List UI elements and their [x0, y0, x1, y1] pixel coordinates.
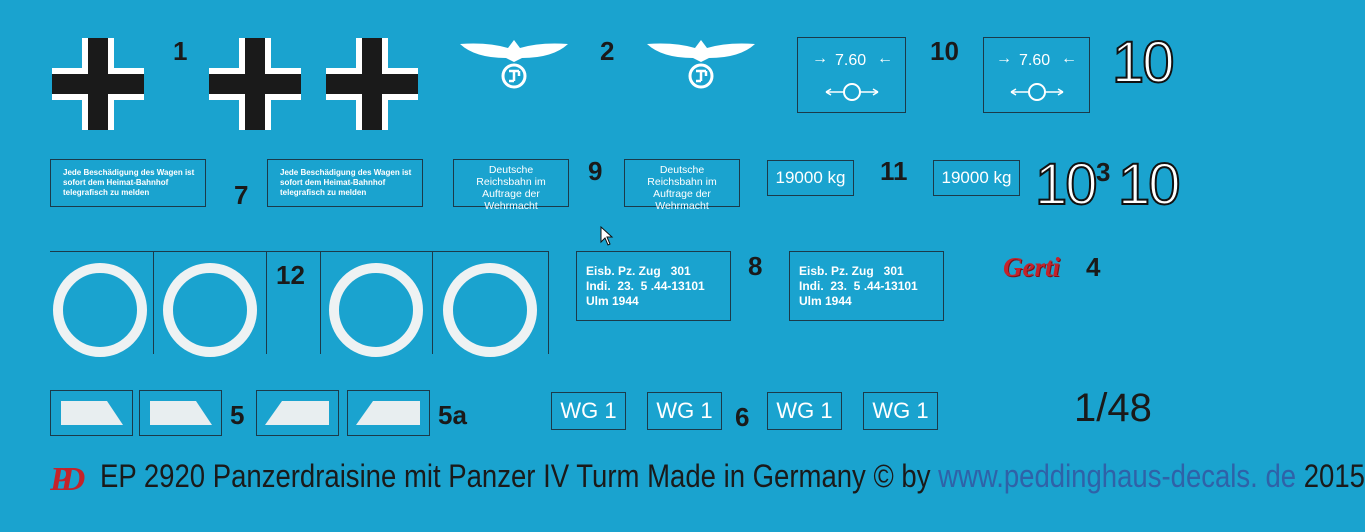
big-number-10-top: 10 [1112, 30, 1173, 95]
reichsbahn-plaque-2 [624, 159, 740, 212]
zug-line-1: Eisb. Pz. Zug 301 [586, 264, 691, 278]
big-number-10-mid-right: 10 [1118, 152, 1179, 217]
damage-notice-text: Jede Beschädigung des Wagen ist sofort dem Heimat-Bahnhof telegrafisch zu melden [280, 168, 412, 197]
zug-line-3: Ulm 1944 [799, 294, 852, 308]
wedge-plaque-2 [139, 390, 222, 436]
wedge-shape [348, 391, 429, 435]
white-ring-2 [162, 262, 258, 358]
wg1-text: WG 1 [560, 398, 617, 423]
footer-credit [100, 458, 1365, 495]
measure-plaque-2 [983, 37, 1090, 113]
white-ring-3 [328, 262, 424, 358]
label-10: 10 [930, 36, 959, 66]
zug-plaque-2 [789, 251, 944, 321]
damage-notice-text: Jede Beschädigung des Wagen ist sofort dem Heimat-Bahnhof telegrafisch zu melden [63, 168, 195, 197]
wg1-plaque-4 [863, 392, 938, 430]
balkenkreuz-3 [326, 38, 418, 130]
wg1-text: WG 1 [656, 398, 713, 423]
wedge-shape [140, 391, 221, 435]
white-ring-1 [52, 262, 148, 358]
eagle-emblem-1 [458, 36, 570, 90]
divider-v2 [266, 251, 267, 354]
label-11: 11 [880, 156, 908, 186]
reichsbahn-text: Deutsche Reichsbahn im Auftrage der Wehrmacht [476, 164, 546, 212]
divider-top [50, 251, 548, 252]
divider-v5 [548, 251, 549, 354]
pd-logo [50, 458, 92, 502]
balkenkreuz-1 [52, 38, 144, 130]
label-6: 6 [735, 402, 750, 432]
measure-value: 7.60 [835, 52, 867, 69]
weight-plaque-1 [767, 160, 854, 196]
wg1-plaque-2 [647, 392, 722, 430]
wedge-plaque-1 [50, 390, 133, 436]
label-1: 1 [173, 36, 188, 66]
arrow-left-icon: ← [877, 50, 893, 67]
wg1-text: WG 1 [872, 398, 929, 423]
wheel-symbol-icon [824, 82, 880, 102]
mouse-cursor-icon [600, 226, 614, 246]
arrow-right-icon: → [996, 50, 1012, 67]
divider-v3 [320, 251, 321, 354]
label-9: 9 [588, 156, 603, 186]
label-7: 7 [234, 180, 249, 210]
wedge-shape [257, 391, 338, 435]
zug-line-3: Ulm 1944 [586, 294, 639, 308]
label-3: 3 [1096, 157, 1111, 187]
divider-v4 [432, 251, 433, 354]
wedge-plaque-3 [256, 390, 339, 436]
label-4: 4 [1086, 252, 1101, 282]
damage-notice-2 [267, 159, 423, 207]
weight-plaque-2 [933, 160, 1020, 196]
gerti-script: Gerti [1003, 252, 1060, 282]
wedge-plaque-4 [347, 390, 430, 436]
label-8: 8 [748, 251, 763, 281]
label-5a: 5a [438, 400, 467, 430]
zug-line-2: Indi. 23. 5 .44-13101 [586, 279, 705, 293]
white-ring-4 [442, 262, 538, 358]
label-2: 2 [600, 36, 615, 66]
footer-year: 2015 [1296, 458, 1365, 494]
zug-line-2: Indi. 23. 5 .44-13101 [799, 279, 918, 293]
scale-label: 1/48 [1074, 386, 1152, 430]
reichsbahn-text: Deutsche Reichsbahn im Auftrage der Wehrmacht [647, 164, 717, 212]
wedge-shape [51, 391, 132, 435]
big-number-10-mid-left: 10 [1035, 152, 1096, 217]
wg1-plaque-1 [551, 392, 626, 430]
footer-website-link[interactable]: www.peddinghaus-decals. de [938, 458, 1297, 494]
reichsbahn-plaque-1 [453, 159, 569, 212]
wg1-text: WG 1 [776, 398, 833, 423]
divider-v1 [153, 251, 154, 354]
footer-main-text: EP 2920 Panzerdraisine mit Panzer IV Turm Made in Germany © by [100, 458, 939, 494]
label-5: 5 [230, 400, 245, 430]
zug-plaque-1 [576, 251, 731, 321]
wheel-symbol-icon [1009, 82, 1065, 102]
weight-text: 19000 kg [775, 168, 846, 187]
measure-value: 7.60 [1019, 52, 1051, 69]
label-12: 12 [276, 260, 305, 290]
damage-notice-1 [50, 159, 206, 207]
eagle-emblem-2 [645, 36, 757, 90]
balkenkreuz-2 [209, 38, 301, 130]
wg1-plaque-3 [767, 392, 842, 430]
weight-text: 19000 kg [941, 168, 1012, 187]
zug-line-1: Eisb. Pz. Zug 301 [799, 264, 904, 278]
arrow-left-icon: ← [1061, 50, 1077, 67]
measure-plaque-1 [797, 37, 906, 113]
pd-logo-letters: PD [50, 461, 76, 498]
arrow-right-icon: → [812, 50, 828, 67]
